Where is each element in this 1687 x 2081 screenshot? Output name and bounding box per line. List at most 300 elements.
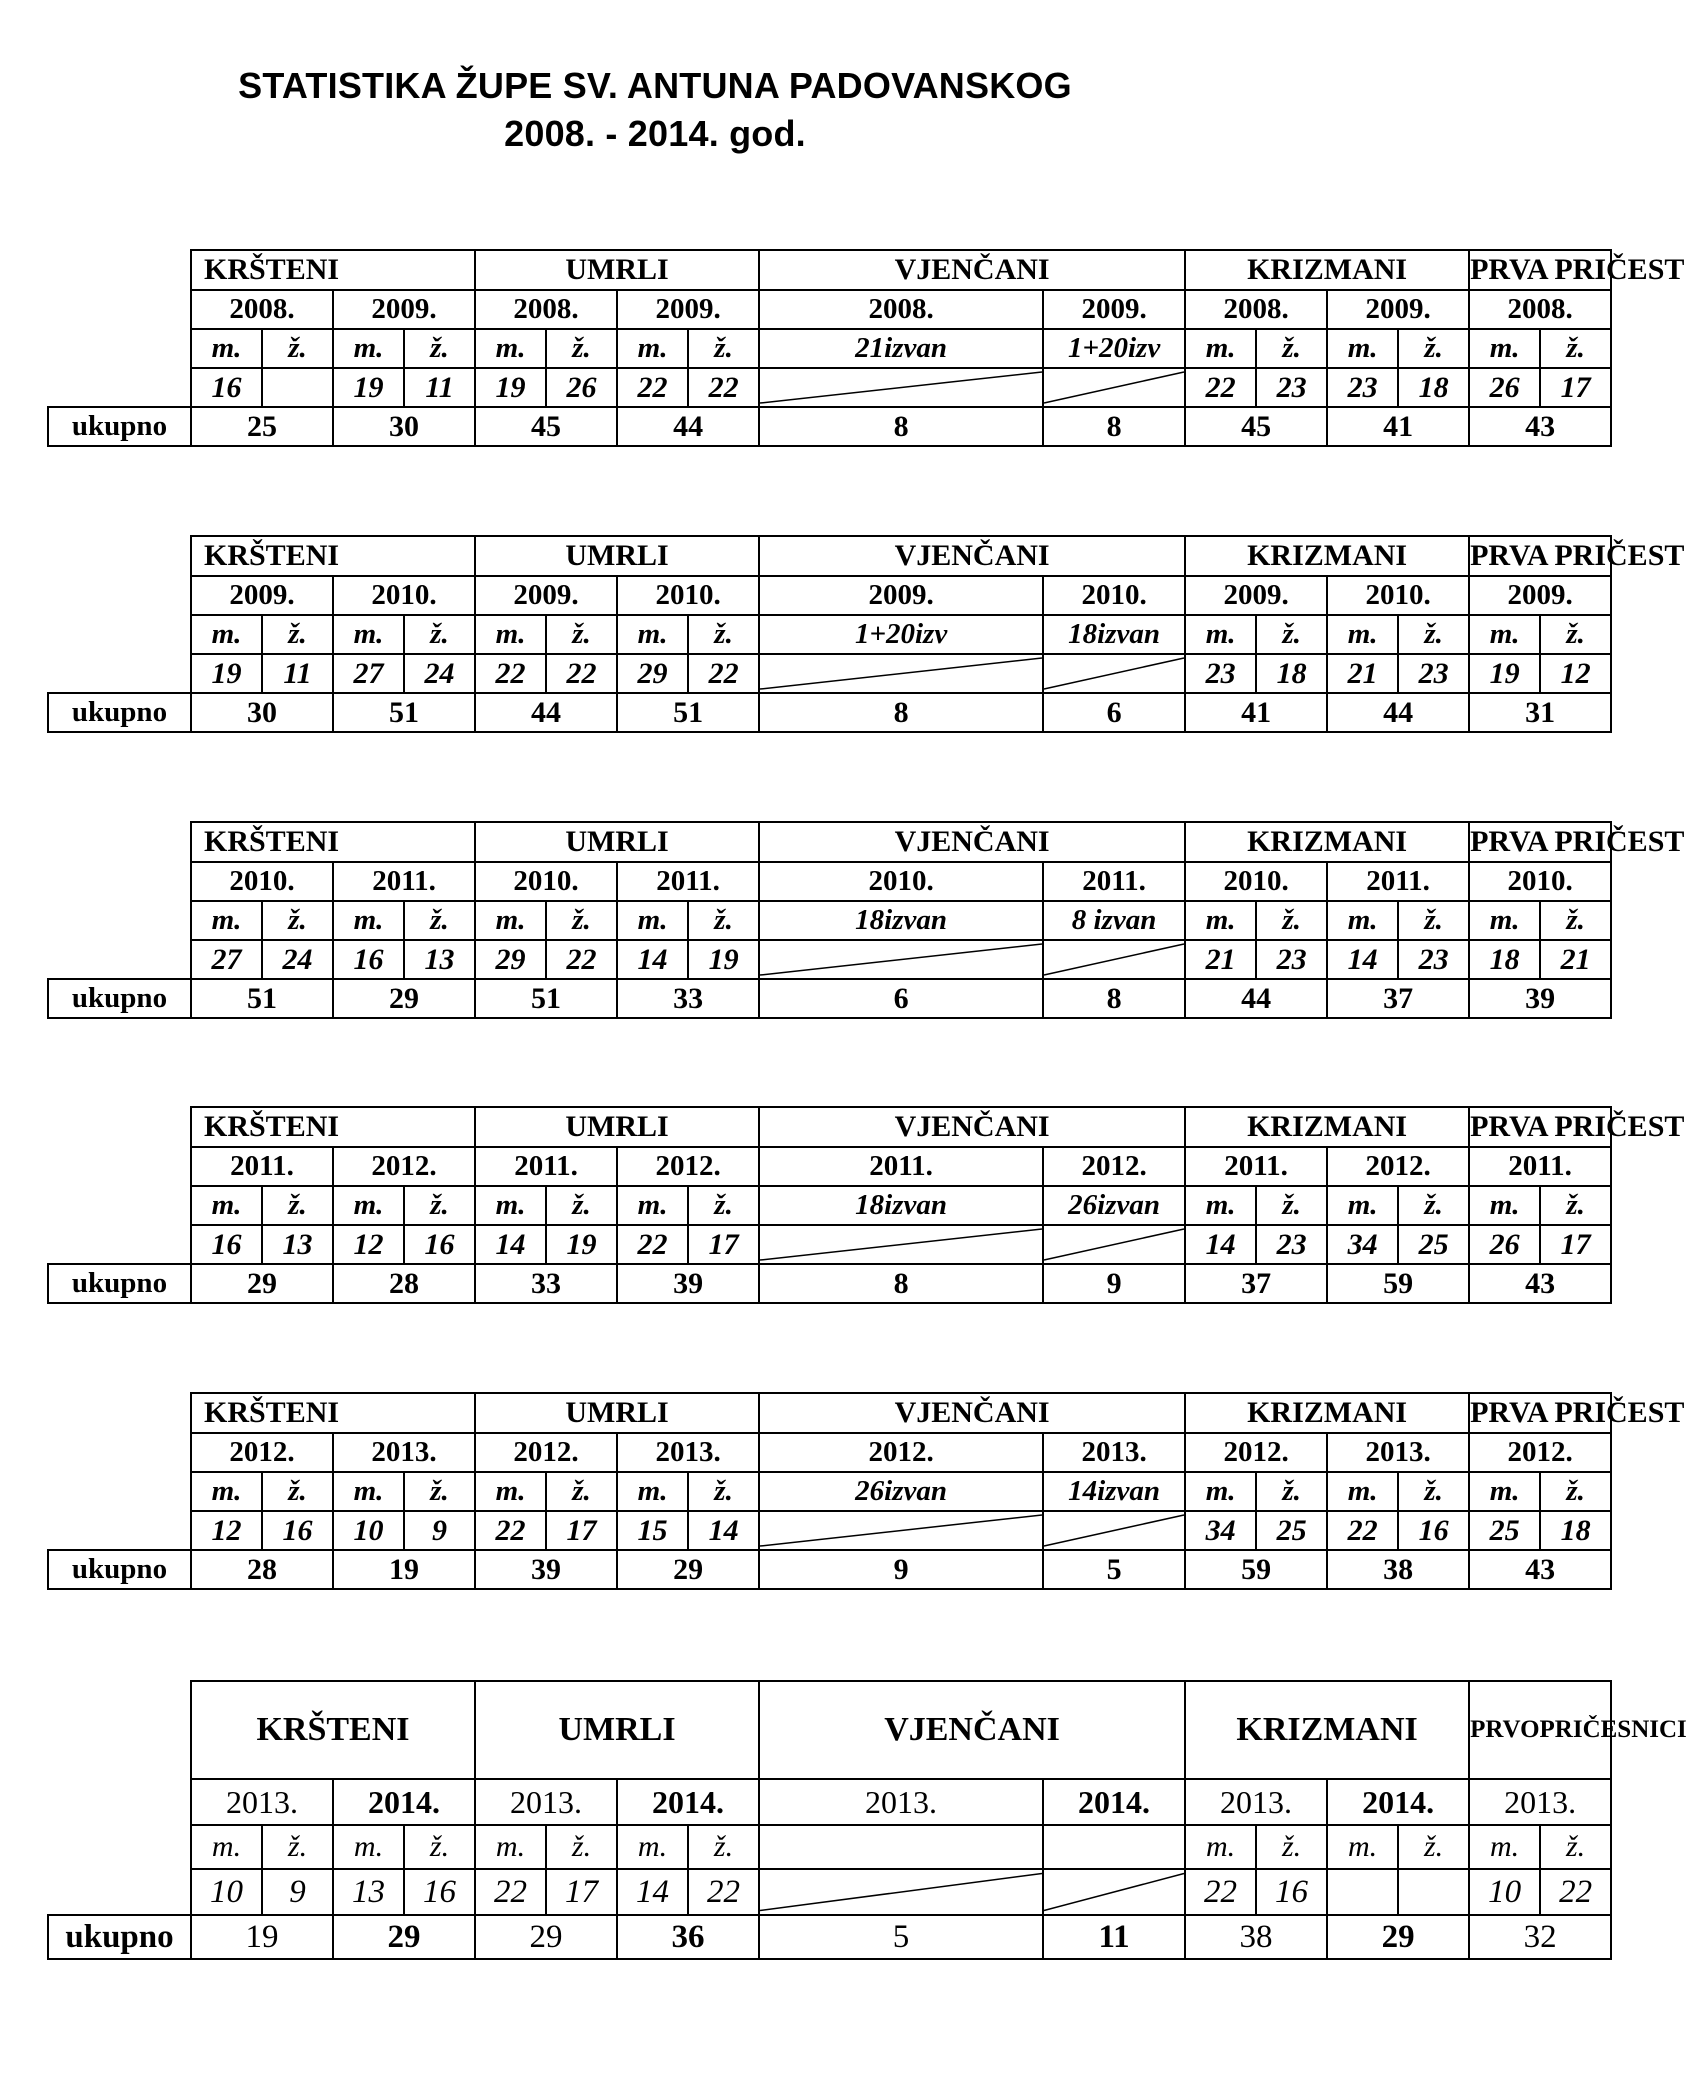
- category-vjencani: VJENČANI: [759, 250, 1185, 290]
- year-header: 2013.: [1327, 1433, 1469, 1472]
- diagonal-strike: [760, 655, 1042, 692]
- umrli-total: 33: [475, 1264, 617, 1303]
- year-header: 2012.: [759, 1433, 1043, 1472]
- year-header: 2013.: [475, 1779, 617, 1825]
- year-header: 2009.: [1469, 576, 1611, 615]
- year-header: 2010.: [1043, 576, 1185, 615]
- krizmani-value: 16: [1398, 1511, 1469, 1550]
- male-label: m.: [333, 329, 404, 368]
- krizmani-total: 29: [1327, 1915, 1469, 1959]
- blank-cell: [48, 1681, 191, 1779]
- prva-pricest-value: 10: [1469, 1869, 1540, 1915]
- year-header: 2010.: [1185, 862, 1327, 901]
- category-umrli: UMRLI: [475, 1393, 759, 1433]
- year-header: 2009.: [191, 576, 333, 615]
- year-header: 2013.: [1469, 1779, 1611, 1825]
- blank-cell: [48, 290, 191, 329]
- krsteni-value: 11: [262, 654, 333, 693]
- female-label: ž.: [1398, 1825, 1469, 1869]
- vjencani-note: 26izvan: [759, 1472, 1043, 1511]
- category-krizmani: KRIZMANI: [1185, 822, 1469, 862]
- diagonal-strike: [760, 1226, 1042, 1263]
- male-label: m.: [1185, 615, 1256, 654]
- umrli-value: 22: [688, 654, 759, 693]
- vjencani-strike-cell: [1043, 654, 1185, 693]
- umrli-value: 15: [617, 1511, 688, 1550]
- umrli-total: 39: [617, 1264, 759, 1303]
- year-header: 2011.: [759, 1147, 1043, 1186]
- krsteni-value: 9: [262, 1869, 333, 1915]
- category-vjencani: VJENČANI: [759, 1107, 1185, 1147]
- vjencani-total: 5: [759, 1915, 1043, 1959]
- male-label: m.: [617, 901, 688, 940]
- krizmani-value: [1398, 1869, 1469, 1915]
- vjencani-strike-cell: [759, 1511, 1043, 1550]
- year-header: 2009.: [1185, 576, 1327, 615]
- ukupno-label: ukupno: [48, 1264, 191, 1303]
- male-label: m.: [1469, 615, 1540, 654]
- male-label: m.: [1469, 1825, 1540, 1869]
- female-label: ž.: [262, 1825, 333, 1869]
- krsteni-value: 9: [404, 1511, 475, 1550]
- krizmani-value: 25: [1398, 1225, 1469, 1264]
- year-header: 2010.: [1327, 576, 1469, 615]
- krsteni-value: 27: [191, 940, 262, 979]
- umrli-value: 22: [475, 654, 546, 693]
- umrli-total: 33: [617, 979, 759, 1018]
- female-label: ž.: [262, 1472, 333, 1511]
- prva-pricest-total: 43: [1469, 407, 1611, 446]
- category-vjencani: VJENČANI: [759, 1393, 1185, 1433]
- krizmani-value: [1327, 1869, 1398, 1915]
- vjencani-total: 8: [759, 1264, 1043, 1303]
- krsteni-value: 27: [333, 654, 404, 693]
- krsteni-value: 12: [333, 1225, 404, 1264]
- umrli-value: 22: [475, 1869, 546, 1915]
- year-header: 2010.: [191, 862, 333, 901]
- krizmani-total: 44: [1327, 693, 1469, 732]
- ukupno-label: ukupno: [48, 1550, 191, 1589]
- vjencani-note: [1043, 1825, 1185, 1869]
- krsteni-value: 13: [333, 1869, 404, 1915]
- male-label: m.: [333, 1472, 404, 1511]
- diagonal-strike: [1044, 941, 1184, 978]
- blank-cell: [48, 1225, 191, 1264]
- krizmani-value: 23: [1185, 654, 1256, 693]
- blank-cell: [48, 576, 191, 615]
- krsteni-total: 19: [333, 1550, 475, 1589]
- year-header: 2008.: [759, 290, 1043, 329]
- vjencani-total: 11: [1043, 1915, 1185, 1959]
- male-label: m.: [1469, 1186, 1540, 1225]
- krizmani-total: 41: [1327, 407, 1469, 446]
- category-prva-pricest: PRVA PRIČEST: [1469, 1107, 1611, 1147]
- vjencani-total: 5: [1043, 1550, 1185, 1589]
- umrli-value: 22: [688, 368, 759, 407]
- category-krsteni: KRŠTENI: [191, 1393, 475, 1433]
- vjencani-note: 21izvan: [759, 329, 1043, 368]
- prva-pricest-value: 17: [1540, 368, 1611, 407]
- blank-cell: [48, 1147, 191, 1186]
- year-header: 2011.: [333, 862, 475, 901]
- year-header: 2012.: [1043, 1147, 1185, 1186]
- ukupno-label: ukupno: [48, 979, 191, 1018]
- category-vjencani: VJENČANI: [759, 536, 1185, 576]
- year-header: 2008.: [475, 290, 617, 329]
- prva-pricest-value: 26: [1469, 368, 1540, 407]
- category-prva-pricest: PRVA PRIČEST: [1469, 536, 1611, 576]
- category-krsteni: KRŠTENI: [191, 1681, 475, 1779]
- krizmani-value: 23: [1398, 940, 1469, 979]
- male-label: m.: [333, 1825, 404, 1869]
- krsteni-value: 24: [262, 940, 333, 979]
- male-label: m.: [475, 901, 546, 940]
- female-label: ž.: [404, 901, 475, 940]
- krizmani-total: 38: [1185, 1915, 1327, 1959]
- year-header: 2011.: [1327, 862, 1469, 901]
- vjencani-strike-cell: [1043, 1511, 1185, 1550]
- vjencani-note: 8 izvan: [1043, 901, 1185, 940]
- category-umrli: UMRLI: [475, 1681, 759, 1779]
- krsteni-value: 13: [262, 1225, 333, 1264]
- female-label: ž.: [262, 329, 333, 368]
- blank-cell: [48, 1107, 191, 1147]
- female-label: ž.: [404, 329, 475, 368]
- diagonal-strike: [1044, 369, 1184, 406]
- year-header: 2012.: [191, 1433, 333, 1472]
- vjencani-total: 8: [1043, 979, 1185, 1018]
- year-header: 2009.: [475, 576, 617, 615]
- krizmani-value: 14: [1327, 940, 1398, 979]
- year-header: 2013.: [333, 1433, 475, 1472]
- category-prva-pricest: PRVA PRIČEST: [1469, 250, 1611, 290]
- umrli-value: 14: [688, 1511, 759, 1550]
- year-header: 2011.: [617, 862, 759, 901]
- umrli-value: 22: [546, 654, 617, 693]
- diagonal-strike: [1044, 1226, 1184, 1263]
- stats-table-2: [47, 535, 1685, 733]
- umrli-total: 36: [617, 1915, 759, 1959]
- umrli-value: 19: [546, 1225, 617, 1264]
- krsteni-value: 16: [404, 1225, 475, 1264]
- year-header: 2014.: [333, 1779, 475, 1825]
- krsteni-total: 29: [333, 979, 475, 1018]
- female-label: ž.: [1398, 1186, 1469, 1225]
- krizmani-value: 23: [1256, 940, 1327, 979]
- year-header: 2012.: [1327, 1147, 1469, 1186]
- blank-cell: [48, 250, 191, 290]
- umrli-value: 17: [546, 1511, 617, 1550]
- blank-cell: [48, 940, 191, 979]
- krsteni-total: 29: [333, 1915, 475, 1959]
- vjencani-strike-cell: [759, 1869, 1043, 1915]
- krizmani-value: 25: [1256, 1511, 1327, 1550]
- krizmani-total: 44: [1185, 979, 1327, 1018]
- male-label: m.: [475, 329, 546, 368]
- year-header: 2012.: [333, 1147, 475, 1186]
- male-label: m.: [475, 615, 546, 654]
- krizmani-total: 41: [1185, 693, 1327, 732]
- title-line-1: STATISTIKA ŽUPE SV. ANTUNA PADOVANSKOG: [238, 65, 1072, 106]
- krsteni-total: 29: [191, 1264, 333, 1303]
- category-umrli: UMRLI: [475, 822, 759, 862]
- umrli-value: 14: [617, 940, 688, 979]
- krizmani-total: 59: [1327, 1264, 1469, 1303]
- vjencani-note: 18izvan: [759, 901, 1043, 940]
- male-label: m.: [617, 329, 688, 368]
- category-prva-pricest: PRVOPRIČESNICI: [1469, 1681, 1611, 1779]
- umrli-value: 17: [688, 1225, 759, 1264]
- vjencani-strike-cell: [759, 1225, 1043, 1264]
- umrli-value: 17: [546, 1869, 617, 1915]
- male-label: m.: [191, 901, 262, 940]
- male-label: m.: [1327, 1186, 1398, 1225]
- year-header: 2009.: [759, 576, 1043, 615]
- krsteni-value: [262, 368, 333, 407]
- diagonal-strike: [760, 941, 1042, 978]
- year-header: 2009.: [1327, 290, 1469, 329]
- blank-cell: [48, 1433, 191, 1472]
- female-label: ž.: [1540, 1825, 1611, 1869]
- year-header: 2011.: [1043, 862, 1185, 901]
- female-label: ž.: [1256, 1186, 1327, 1225]
- ukupno-label: ukupno: [48, 407, 191, 446]
- year-header: 2012.: [1185, 1433, 1327, 1472]
- female-label: ž.: [1256, 329, 1327, 368]
- krizmani-value: 14: [1185, 1225, 1256, 1264]
- year-header: 2014.: [1043, 1779, 1185, 1825]
- blank-cell: [48, 368, 191, 407]
- umrli-value: 26: [546, 368, 617, 407]
- year-header: 2012.: [475, 1433, 617, 1472]
- blank-cell: [48, 1472, 191, 1511]
- blank-cell: [48, 1779, 191, 1825]
- male-label: m.: [1327, 329, 1398, 368]
- stats-table-1: [47, 249, 1685, 447]
- prva-pricest-total: 32: [1469, 1915, 1611, 1959]
- year-header: 2009.: [333, 290, 475, 329]
- vjencani-total: 8: [759, 693, 1043, 732]
- vjencani-strike-cell: [1043, 940, 1185, 979]
- krsteni-value: 16: [333, 940, 404, 979]
- blank-cell: [48, 901, 191, 940]
- umrli-total: 39: [475, 1550, 617, 1589]
- year-header: 2013.: [191, 1779, 333, 1825]
- female-label: ž.: [546, 615, 617, 654]
- female-label: ž.: [1540, 901, 1611, 940]
- category-krizmani: KRIZMANI: [1185, 1393, 1469, 1433]
- vjencani-note: 14izvan: [1043, 1472, 1185, 1511]
- krsteni-value: 11: [404, 368, 475, 407]
- diagonal-strike: [1044, 655, 1184, 692]
- blank-cell: [48, 1825, 191, 1869]
- male-label: m.: [617, 1186, 688, 1225]
- krizmani-value: 18: [1398, 368, 1469, 407]
- umrli-value: 29: [475, 940, 546, 979]
- umrli-value: 22: [617, 1225, 688, 1264]
- krsteni-value: 16: [404, 1869, 475, 1915]
- krsteni-value: 24: [404, 654, 475, 693]
- krizmani-value: 34: [1185, 1511, 1256, 1550]
- blank-cell: [48, 822, 191, 862]
- year-header: 2010.: [1469, 862, 1611, 901]
- year-header: 2010.: [759, 862, 1043, 901]
- male-label: m.: [1469, 329, 1540, 368]
- blank-cell: [48, 329, 191, 368]
- male-label: m.: [191, 615, 262, 654]
- category-vjencani: VJENČANI: [759, 822, 1185, 862]
- umrli-total: 44: [617, 407, 759, 446]
- krizmani-value: 23: [1398, 654, 1469, 693]
- year-header: 2013.: [1043, 1433, 1185, 1472]
- year-header: 2011.: [1469, 1147, 1611, 1186]
- female-label: ž.: [262, 1186, 333, 1225]
- blank-cell: [48, 615, 191, 654]
- category-vjencani: VJENČANI: [759, 1681, 1185, 1779]
- blank-cell: [48, 1511, 191, 1550]
- female-label: ž.: [262, 901, 333, 940]
- krsteni-value: 19: [333, 368, 404, 407]
- prva-pricest-value: 25: [1469, 1511, 1540, 1550]
- krsteni-value: 13: [404, 940, 475, 979]
- blank-cell: [48, 862, 191, 901]
- male-label: m.: [617, 1825, 688, 1869]
- year-header: 2011.: [475, 1147, 617, 1186]
- krizmani-total: 37: [1185, 1264, 1327, 1303]
- vjencani-note: 18izvan: [1043, 615, 1185, 654]
- krizmani-value: 21: [1327, 654, 1398, 693]
- umrli-total: 45: [475, 407, 617, 446]
- umrli-value: 19: [688, 940, 759, 979]
- umrli-value: 14: [475, 1225, 546, 1264]
- umrli-value: 22: [688, 1869, 759, 1915]
- male-label: m.: [1327, 901, 1398, 940]
- male-label: m.: [617, 1472, 688, 1511]
- diagonal-strike: [760, 369, 1042, 406]
- vjencani-total: 9: [1043, 1264, 1185, 1303]
- female-label: ž.: [688, 329, 759, 368]
- vjencani-note: 1+20izv: [1043, 329, 1185, 368]
- vjencani-strike-cell: [1043, 1869, 1185, 1915]
- diagonal-strike: [760, 1870, 1042, 1914]
- umrli-total: 29: [617, 1550, 759, 1589]
- stats-table-3: [47, 821, 1685, 1019]
- prva-pricest-value: 17: [1540, 1225, 1611, 1264]
- female-label: ž.: [1256, 615, 1327, 654]
- krsteni-total: 28: [191, 1550, 333, 1589]
- vjencani-total: 6: [1043, 693, 1185, 732]
- krizmani-value: 23: [1327, 368, 1398, 407]
- blank-cell: [48, 1869, 191, 1915]
- page-title: [0, 62, 1310, 158]
- male-label: m.: [333, 1186, 404, 1225]
- vjencani-strike-cell: [1043, 1225, 1185, 1264]
- title-line-2: 2008. - 2014. god.: [504, 113, 806, 154]
- year-header: 2014.: [1327, 1779, 1469, 1825]
- male-label: m.: [1327, 615, 1398, 654]
- female-label: ž.: [688, 1472, 759, 1511]
- vjencani-note: 1+20izv: [759, 615, 1043, 654]
- female-label: ž.: [1540, 1472, 1611, 1511]
- ukupno-label: ukupno: [48, 1915, 191, 1959]
- krizmani-total: 37: [1327, 979, 1469, 1018]
- category-krizmani: KRIZMANI: [1185, 250, 1469, 290]
- vjencani-note: 26izvan: [1043, 1186, 1185, 1225]
- krizmani-value: 18: [1256, 654, 1327, 693]
- female-label: ž.: [404, 1472, 475, 1511]
- krsteni-total: 25: [191, 407, 333, 446]
- umrli-value: 29: [617, 654, 688, 693]
- blank-cell: [48, 1186, 191, 1225]
- female-label: ž.: [1540, 1186, 1611, 1225]
- vjencani-total: 8: [1043, 407, 1185, 446]
- prva-pricest-total: 39: [1469, 979, 1611, 1018]
- krizmani-value: 34: [1327, 1225, 1398, 1264]
- prva-pricest-value: 18: [1540, 1511, 1611, 1550]
- krsteni-value: 19: [191, 654, 262, 693]
- male-label: m.: [1469, 901, 1540, 940]
- vjencani-total: 6: [759, 979, 1043, 1018]
- stats-table-6: [47, 1680, 1687, 1960]
- female-label: ž.: [404, 1186, 475, 1225]
- prva-pricest-value: 19: [1469, 654, 1540, 693]
- krsteni-total: 51: [333, 693, 475, 732]
- male-label: m.: [1185, 1186, 1256, 1225]
- female-label: ž.: [546, 1825, 617, 1869]
- umrli-total: 51: [617, 693, 759, 732]
- year-header: 2008.: [1185, 290, 1327, 329]
- male-label: m.: [333, 901, 404, 940]
- male-label: m.: [1185, 901, 1256, 940]
- female-label: ž.: [262, 615, 333, 654]
- krizmani-total: 45: [1185, 407, 1327, 446]
- male-label: m.: [191, 1186, 262, 1225]
- female-label: ž.: [1540, 615, 1611, 654]
- category-krsteni: KRŠTENI: [191, 1107, 475, 1147]
- male-label: m.: [1327, 1472, 1398, 1511]
- male-label: m.: [1185, 1825, 1256, 1869]
- diagonal-strike: [760, 1512, 1042, 1549]
- female-label: ž.: [1398, 1472, 1469, 1511]
- male-label: m.: [191, 1825, 262, 1869]
- prva-pricest-value: 18: [1469, 940, 1540, 979]
- krsteni-value: 16: [262, 1511, 333, 1550]
- year-header: 2013.: [617, 1433, 759, 1472]
- krizmani-value: 22: [1327, 1511, 1398, 1550]
- krsteni-total: 30: [333, 407, 475, 446]
- diagonal-strike: [1044, 1870, 1184, 1914]
- year-header: 2010.: [475, 862, 617, 901]
- female-label: ž.: [546, 329, 617, 368]
- category-krizmani: KRIZMANI: [1185, 536, 1469, 576]
- category-krizmani: KRIZMANI: [1185, 1107, 1469, 1147]
- category-krsteni: KRŠTENI: [191, 250, 475, 290]
- umrli-total: 44: [475, 693, 617, 732]
- category-umrli: UMRLI: [475, 1107, 759, 1147]
- female-label: ž.: [1256, 1825, 1327, 1869]
- female-label: ž.: [1540, 329, 1611, 368]
- krsteni-total: 28: [333, 1264, 475, 1303]
- krizmani-total: 38: [1327, 1550, 1469, 1589]
- prva-pricest-total: 43: [1469, 1264, 1611, 1303]
- krsteni-total: 30: [191, 693, 333, 732]
- krsteni-total: 51: [191, 979, 333, 1018]
- stats-table-4: [47, 1106, 1685, 1304]
- prva-pricest-total: 43: [1469, 1550, 1611, 1589]
- year-header: 2011.: [1185, 1147, 1327, 1186]
- krsteni-value: 16: [191, 1225, 262, 1264]
- male-label: m.: [191, 329, 262, 368]
